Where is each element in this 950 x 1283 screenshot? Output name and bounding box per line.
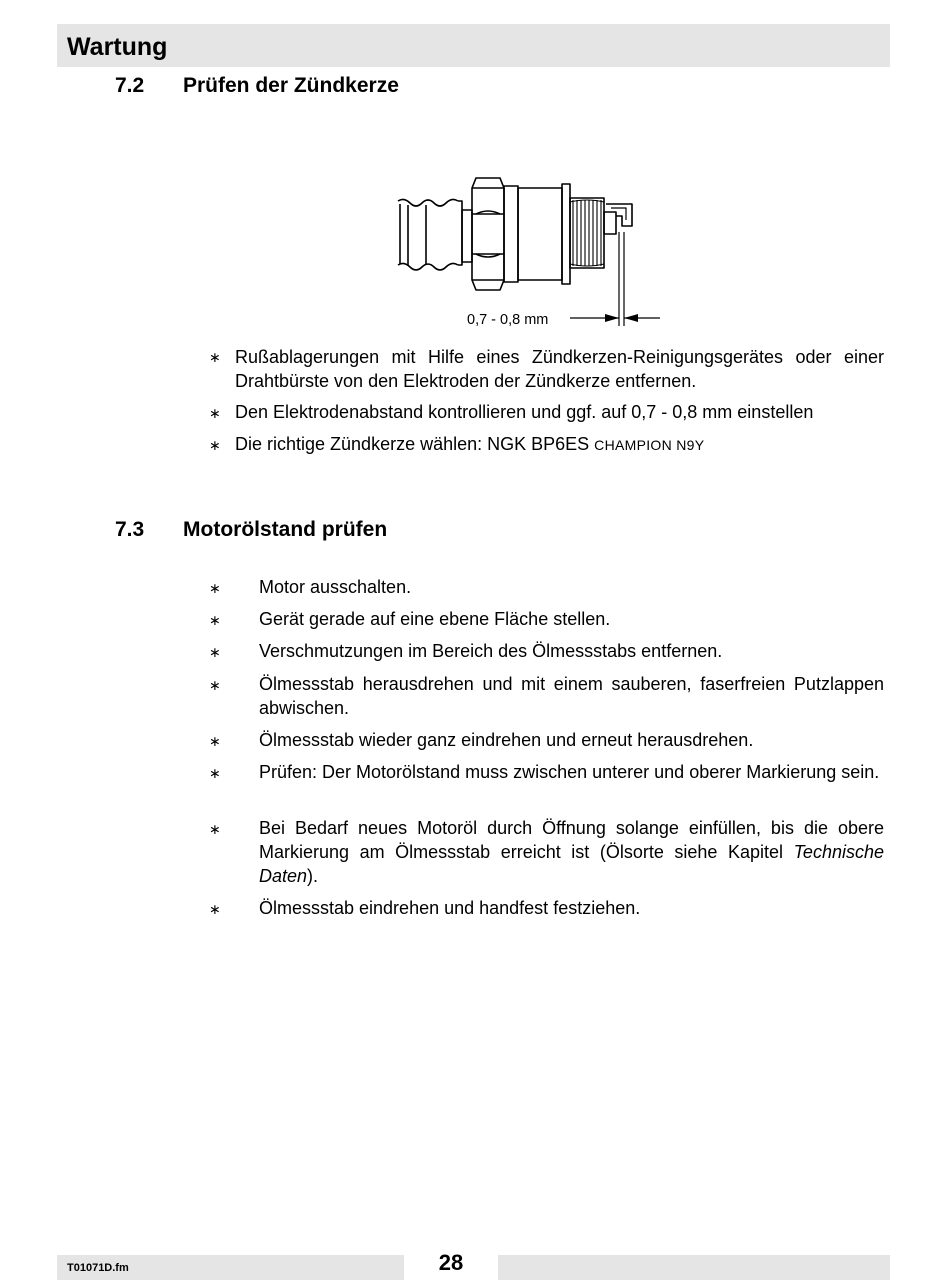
- bullet-icon: ∗: [209, 677, 221, 693]
- bullet-icon: ∗: [209, 580, 221, 596]
- list-item: Ölmessstab wieder ganz eindrehen und erneut herausdrehen.: [259, 730, 754, 750]
- list-item: Den Elektrodenabstand kontrollieren und ggf. auf 0,7 - 0,8 mm einstellen: [235, 402, 814, 422]
- refill-text-end: ).: [307, 866, 319, 886]
- header-bar: [57, 24, 890, 67]
- list-item: Ölmessstab herausdrehen und mit einem sauberen, faserfreien Putzlappen abwischen.: [259, 674, 884, 718]
- chapter-reference: Technische Daten: [259, 842, 884, 886]
- chapter-title: Wartung: [67, 33, 168, 61]
- section-title-7-2: Prüfen der Zündkerze: [183, 74, 399, 97]
- bullet-icon: ∗: [209, 821, 221, 837]
- plug-choice-text: Die richtige Zündkerze wählen: NGK BP6ES: [235, 434, 595, 454]
- refill-text: Bei Bedarf neues Motoröl durch Öffnung solange einfüllen, bis die obere Markierung am Ölmessstab erreicht ist (Ölsorte siehe Kapitel: [259, 818, 884, 862]
- list-item: Motor ausschalten.: [259, 577, 412, 597]
- bullet-icon: ∗: [209, 437, 221, 453]
- footer-left-bar: [57, 1255, 404, 1280]
- bullet-icon: ∗: [209, 901, 221, 917]
- bullet-icon: ∗: [209, 612, 221, 628]
- footer-file-name: T01071D.fm: [67, 1262, 129, 1274]
- list-item: Rußablagerungen mit Hilfe eines Zündkerzen-Reinigungsgerätes oder einer Drahtbürste von den Elektroden der Zündkerze entfernen.: [235, 347, 884, 391]
- bullet-icon: ∗: [209, 644, 221, 660]
- bullet-icon: ∗: [209, 405, 221, 421]
- list-item: Gerät gerade auf eine ebene Fläche stellen.: [259, 609, 611, 629]
- page-number: 28: [438, 1250, 464, 1275]
- bullet-icon: ∗: [209, 765, 221, 781]
- list-item: Verschmutzungen im Bereich des Ölmessstabs entfernen.: [259, 641, 723, 661]
- footer-right-bar: [498, 1255, 890, 1280]
- section-number-7-2: 7.2: [115, 74, 145, 97]
- bullet-icon: ∗: [209, 349, 221, 365]
- bullet-icon: ∗: [209, 733, 221, 749]
- electrode-gap-label: 0,7 - 0,8 mm: [467, 312, 549, 328]
- list-item: [235, 432, 884, 457]
- list-item: Ölmessstab eindrehen und handfest festziehen.: [259, 898, 641, 918]
- champion-plug-code: CHAMPION N9Y: [594, 437, 705, 453]
- section-number-7-3: 7.3: [115, 518, 145, 541]
- list-item: [259, 816, 884, 888]
- section-title-7-3: Motorölstand prüfen: [183, 518, 388, 541]
- list-item: Prüfen: Der Motorölstand muss zwischen unterer und oberer Markierung sein.: [259, 762, 880, 782]
